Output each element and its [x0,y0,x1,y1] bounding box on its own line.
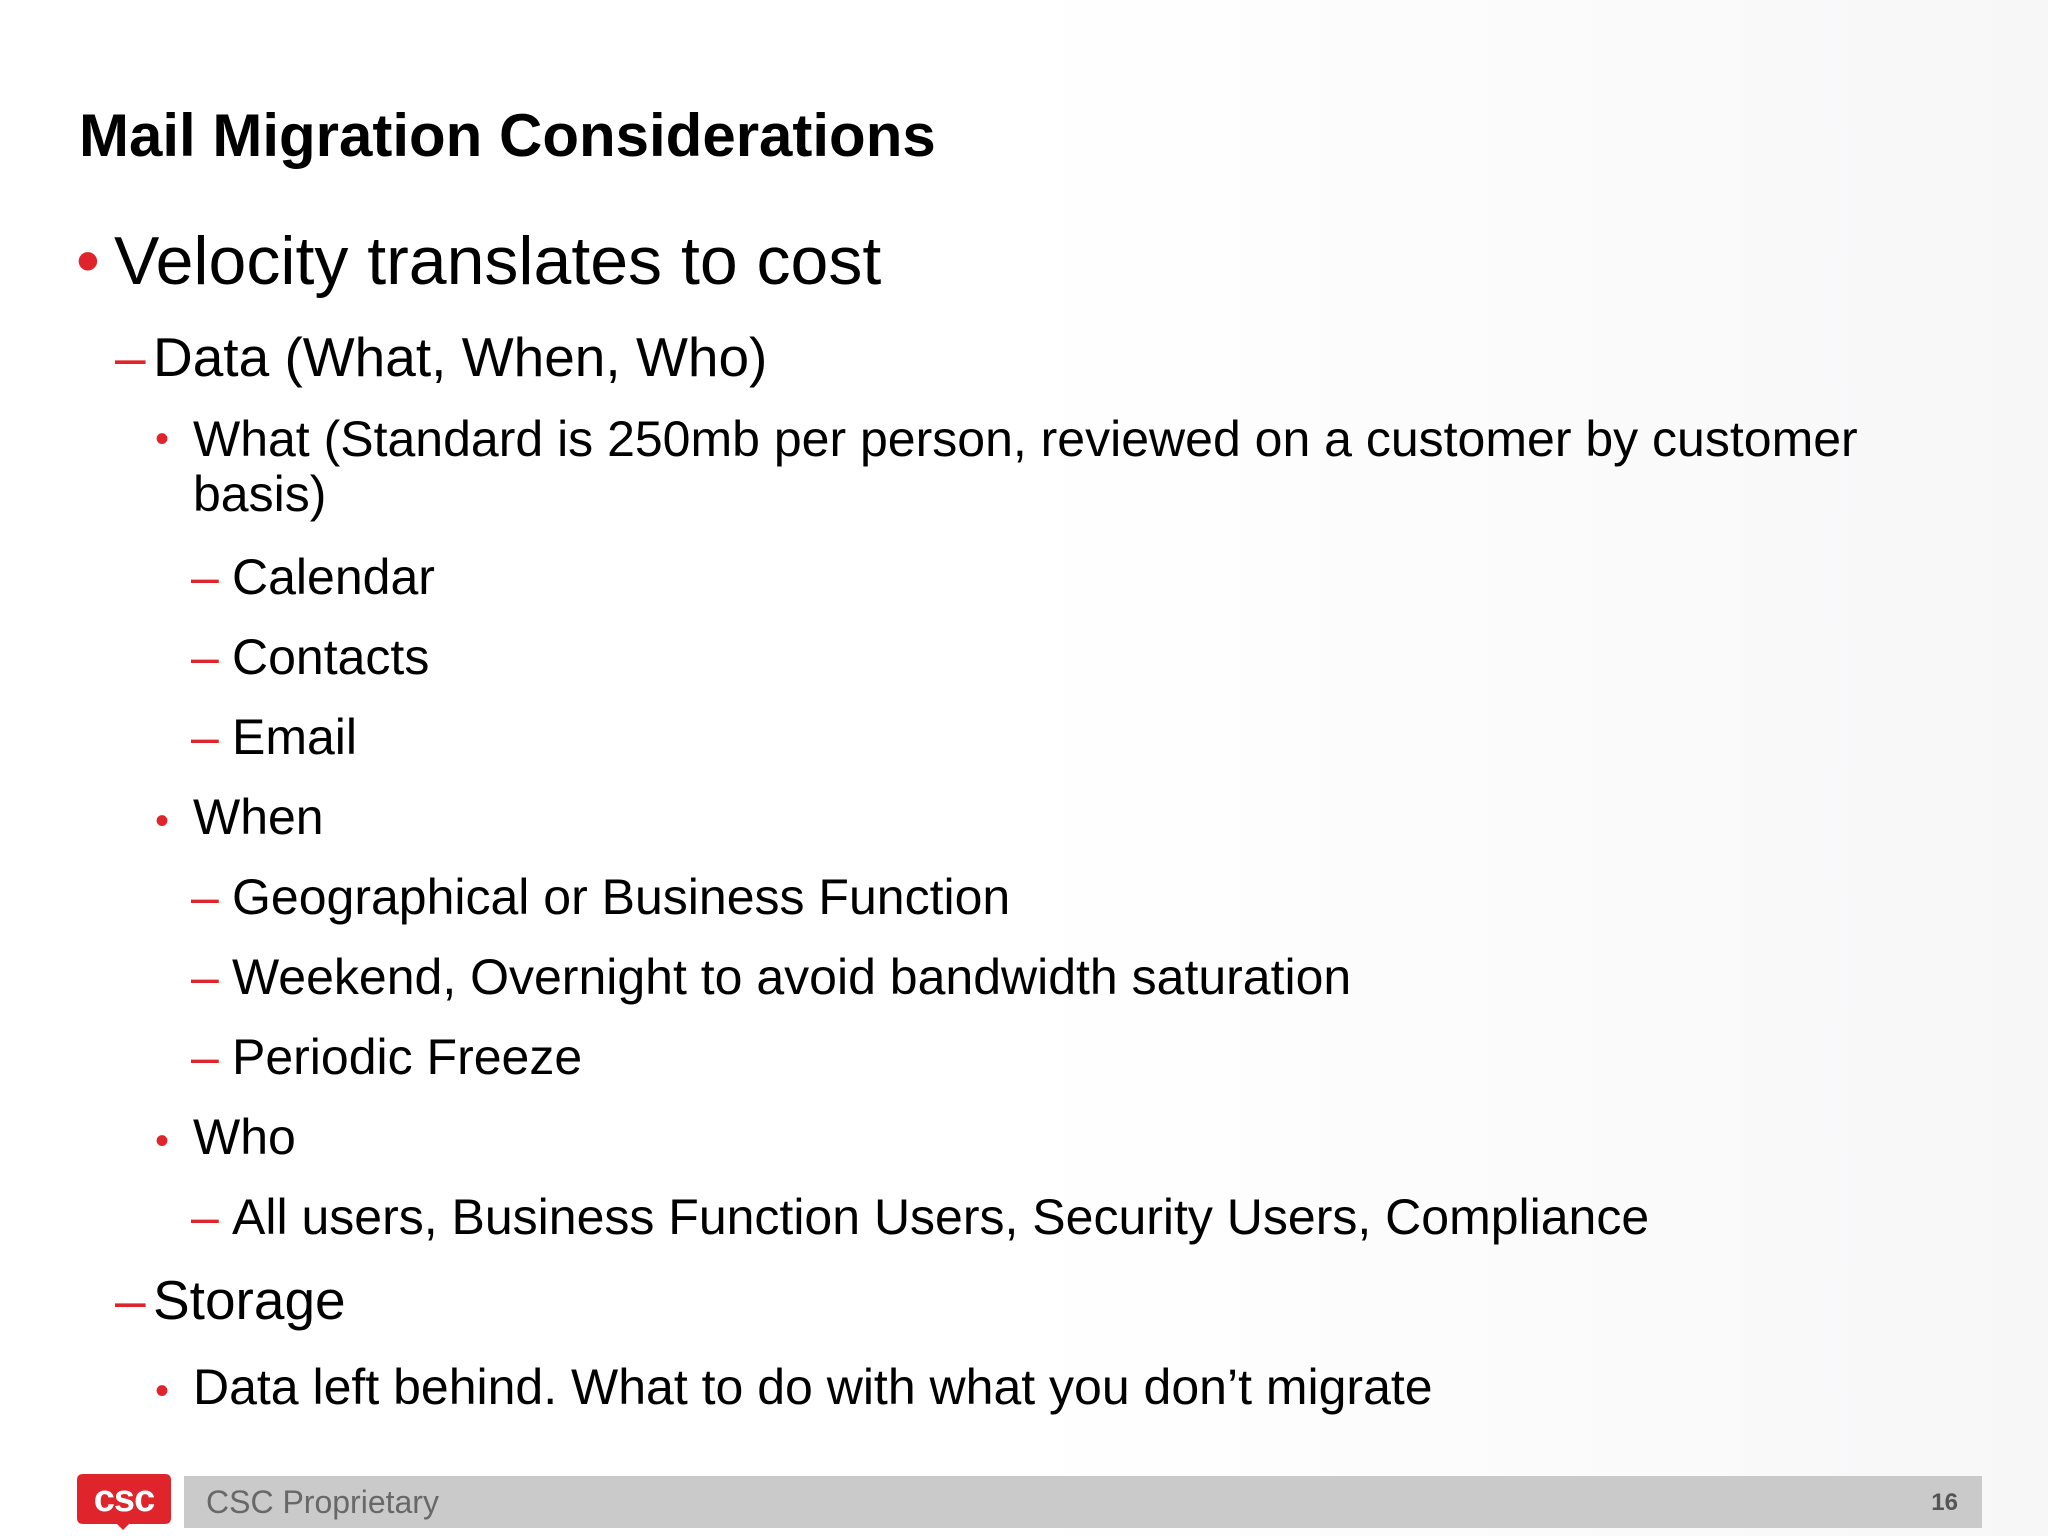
sub-item-text: Storage [153,1269,346,1331]
sub-item-text: Contacts [232,629,430,685]
csc-logo [77,1474,171,1530]
dash-marker: – [191,709,219,765]
dash-marker: – [191,949,219,1005]
footer-label: CSC Proprietary [206,1484,439,1520]
dash-marker: – [115,326,146,388]
bullet-item [76,222,881,300]
sub-item [191,948,1351,1006]
dash-marker: – [191,1189,219,1245]
sub-item [191,628,429,686]
footer-bar [184,1476,1982,1528]
logo-text: csc [93,1477,155,1520]
sub-item [191,1188,1649,1246]
sub-item-text: Calendar [232,549,435,605]
sub-item-text: Weekend, Overnight to avoid bandwidth saturation [232,949,1352,1005]
sub-item-text: All users, Business Function Users, Security Users, Compliance [232,1189,1650,1245]
bullet-item [155,412,2003,522]
sub-item [191,708,357,766]
sub-item [191,1028,582,1086]
bullet-text: Data left behind. What to do with what you don’t migrate [193,1359,1433,1415]
dash-marker: – [191,869,219,925]
page-number: 16 [1931,1489,1958,1516]
sub-item [191,548,435,606]
bullet-marker: • [155,1119,170,1163]
bullet-text: What (Standard is 250mb per person, reviewed on a customer by customer basis) [193,411,1858,522]
bullet-item [155,788,324,846]
bullet-text: When [193,789,324,845]
bullet-text: Who [193,1109,296,1165]
bullet-marker: • [155,1369,170,1413]
sub-item-text: Email [232,709,358,765]
bullet-item [155,1108,296,1166]
slide-title: Mail Migration Considerations [79,102,936,169]
sub-item [191,868,1010,926]
bullet-marker: • [76,223,100,299]
dash-marker: – [191,629,219,685]
dash-marker: – [191,549,219,605]
sub-item [115,325,767,389]
sub-item [115,1268,346,1332]
dash-marker: – [115,1269,146,1331]
bullet-item [155,1358,1433,1416]
dash-marker: – [191,1029,219,1085]
sub-item-text: Data (What, When, Who) [153,326,768,388]
bullet-text: Velocity translates to cost [114,223,882,299]
bullet-marker: • [155,799,170,843]
bullet-marker: • [155,417,170,461]
sub-item-text: Geographical or Business Function [232,869,1011,925]
sub-item-text: Periodic Freeze [232,1029,583,1085]
